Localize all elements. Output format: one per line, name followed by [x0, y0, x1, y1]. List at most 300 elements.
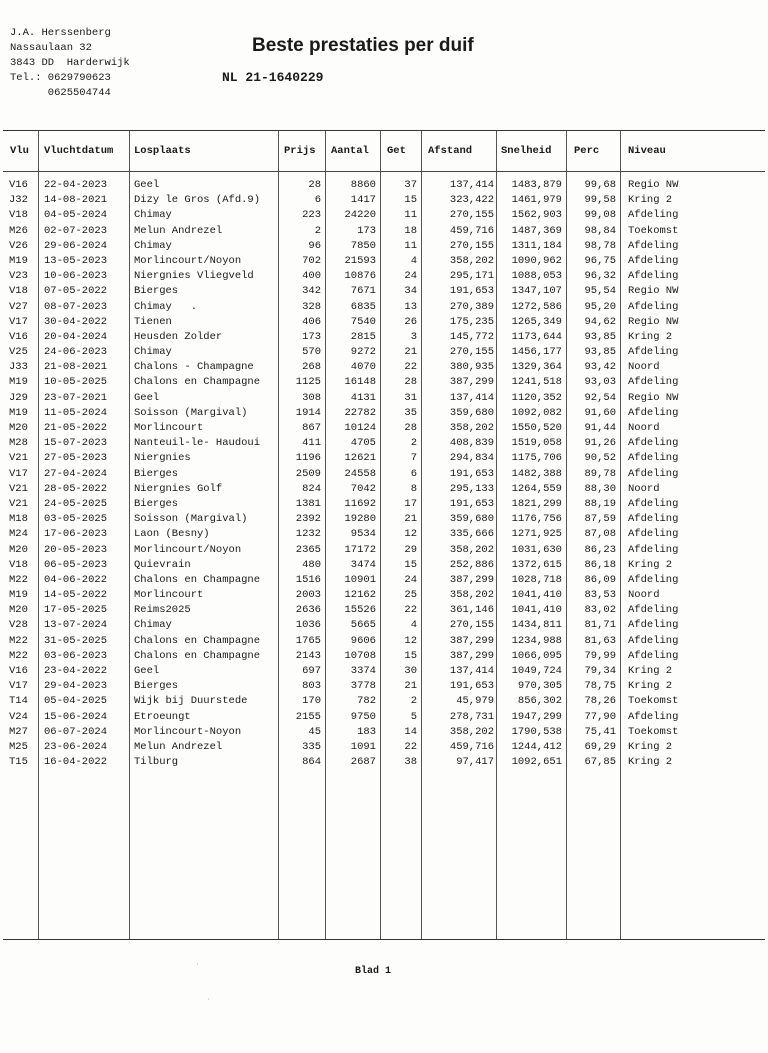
- cell-niveau: Afdeling: [628, 543, 679, 556]
- cell-get: 15: [404, 649, 417, 662]
- table-row: [3, 406, 765, 421]
- cell-aantal: 21593: [344, 254, 376, 267]
- cell-get: 28: [404, 422, 417, 434]
- cell-prijs: 6: [314, 194, 321, 207]
- cell-vlu: V21: [9, 482, 28, 495]
- cell-niveau: Kring 2: [628, 680, 673, 693]
- cell-niveau: Afdeling: [628, 710, 679, 723]
- cell-niveau: Regio NW: [628, 391, 679, 404]
- cell-prijs: 480: [302, 558, 321, 571]
- cell-losplaats: Heusden Zolder: [134, 330, 223, 343]
- cell-losplaats: Chalons - Champagne: [134, 361, 254, 374]
- cell-niveau: Afdeling: [628, 528, 679, 541]
- cell-prijs: 864: [302, 756, 321, 769]
- cell-snelheid: 1031,630: [511, 543, 562, 556]
- cell-vlu: M19: [9, 589, 28, 602]
- cell-vlu: V25: [9, 346, 28, 359]
- column-header-vluchtdatum: Vluchtdatum: [44, 145, 114, 157]
- cell-prijs: 803: [302, 680, 321, 693]
- cell-get: 6: [410, 467, 417, 480]
- cell-get: 22: [404, 740, 417, 753]
- cell-prijs: 2636: [295, 604, 321, 617]
- cell-snelheid: 1234,988: [511, 634, 562, 647]
- cell-prijs: 411: [302, 437, 321, 450]
- cell-vluchtdatum: 23-06-2024: [44, 740, 108, 753]
- cell-vlu: V21: [9, 497, 28, 510]
- cell-vluchtdatum: 17-06-2023: [44, 528, 108, 541]
- cell-prijs: 170: [302, 695, 321, 708]
- cell-get: 2: [410, 695, 417, 708]
- cell-afstand: 358,202: [449, 725, 494, 738]
- cell-snelheid: 1028,718: [511, 573, 562, 586]
- cell-afstand: 270,155: [449, 346, 494, 359]
- cell-losplaats: Wijk bij Duurstede: [134, 695, 248, 708]
- cell-afstand: 191,653: [449, 285, 494, 298]
- cell-snelheid: 1173,644: [511, 330, 562, 343]
- table-row: [3, 315, 765, 330]
- cell-perc: 67,85: [584, 756, 616, 769]
- cell-prijs: 406: [302, 315, 321, 328]
- cell-get: 11: [404, 239, 417, 252]
- cell-get: 13: [404, 300, 417, 313]
- cell-snelheid: 1049,724: [511, 665, 562, 677]
- cell-vluchtdatum: 29-06-2024: [44, 239, 108, 252]
- ring-number: NL 21-1640229: [222, 70, 324, 85]
- cell-vluchtdatum: 13-07-2024: [44, 619, 108, 632]
- cell-perc: 88,30: [584, 482, 616, 495]
- cell-losplaats: Tienen: [134, 315, 172, 328]
- cell-niveau: Kring 2: [628, 558, 673, 571]
- cell-vluchtdatum: 02-07-2023: [44, 224, 108, 237]
- cell-prijs: 702: [302, 254, 321, 267]
- cell-aantal: 10708: [344, 649, 376, 662]
- cell-get: 12: [404, 634, 417, 647]
- cell-afstand: 97,417: [456, 756, 494, 769]
- cell-niveau: Afdeling: [628, 346, 679, 359]
- cell-afstand: 408,839: [449, 437, 494, 450]
- cell-perc: 86,09: [584, 573, 616, 586]
- cell-prijs: 1765: [295, 634, 321, 647]
- cell-afstand: 323,422: [449, 194, 494, 207]
- cell-niveau: Afdeling: [628, 437, 679, 450]
- cell-perc: 96,75: [584, 254, 616, 267]
- cell-prijs: 697: [302, 665, 321, 677]
- cell-losplaats: Bierges: [134, 285, 179, 298]
- cell-vlu: M27: [9, 725, 28, 738]
- cell-niveau: Noord: [628, 422, 660, 434]
- cell-vluchtdatum: 15-07-2023: [44, 437, 108, 450]
- scan-speck: ·: [196, 960, 199, 969]
- cell-niveau: Toekomst: [628, 224, 679, 237]
- cell-losplaats: Bierges: [134, 467, 179, 480]
- cell-aantal: 183: [357, 725, 376, 738]
- cell-vlu: V18: [9, 558, 28, 571]
- cell-snelheid: 1550,520: [511, 422, 562, 434]
- cell-aantal: 12162: [344, 589, 376, 602]
- table-row: [3, 755, 765, 770]
- cell-get: 29: [404, 543, 417, 556]
- cell-vlu: V17: [9, 680, 28, 693]
- table-body: [3, 178, 765, 770]
- cell-vluchtdatum: 10-06-2023: [44, 270, 108, 283]
- cell-get: 17: [404, 497, 417, 510]
- table-row: [3, 603, 765, 618]
- cell-get: 38: [404, 756, 417, 769]
- cell-aantal: 24220: [344, 209, 376, 222]
- cell-niveau: Kring 2: [628, 740, 673, 753]
- cell-vlu: T15: [9, 756, 28, 769]
- cell-losplaats: Morlincourt/Noyon: [134, 254, 242, 267]
- cell-afstand: 387,299: [449, 376, 494, 389]
- table-row: [3, 239, 765, 254]
- cell-vluchtdatum: 14-05-2022: [44, 589, 108, 602]
- cell-niveau: Afdeling: [628, 573, 679, 586]
- cell-get: 22: [404, 361, 417, 374]
- cell-snelheid: 1347,107: [511, 285, 562, 298]
- cell-prijs: 2143: [295, 649, 321, 662]
- table-row: [3, 467, 765, 482]
- cell-snelheid: 1487,369: [511, 224, 562, 237]
- cell-vluchtdatum: 17-05-2025: [44, 604, 108, 617]
- cell-losplaats: Chimay: [134, 239, 172, 252]
- table-row: [3, 360, 765, 375]
- cell-afstand: 295,133: [449, 482, 494, 495]
- cell-afstand: 459,716: [449, 740, 494, 753]
- cell-get: 12: [404, 528, 417, 541]
- cell-perc: 79,99: [584, 649, 616, 662]
- cell-vluchtdatum: 16-04-2022: [44, 756, 108, 769]
- cell-get: 5: [410, 710, 417, 723]
- cell-niveau: Afdeling: [628, 209, 679, 222]
- cell-vlu: V23: [9, 270, 28, 283]
- column-header-get: Get: [387, 145, 406, 157]
- cell-vlu: V16: [9, 665, 28, 677]
- cell-perc: 81,63: [584, 634, 616, 647]
- cell-get: 24: [404, 573, 417, 586]
- cell-snelheid: 1482,388: [511, 467, 562, 480]
- table-row: [3, 634, 765, 649]
- cell-aantal: 1091: [350, 740, 376, 753]
- cell-prijs: 2155: [295, 710, 321, 723]
- column-header-prijs: Prijs: [284, 145, 316, 157]
- cell-snelheid: 1265,349: [511, 315, 562, 328]
- cell-aantal: 782: [357, 695, 376, 708]
- cell-perc: 99,58: [584, 194, 616, 207]
- cell-losplaats: Chimay: [134, 209, 172, 222]
- table-row: [3, 330, 765, 345]
- table-row: [3, 543, 765, 558]
- cell-aantal: 1417: [350, 194, 376, 207]
- cell-afstand: 191,653: [449, 467, 494, 480]
- cell-snelheid: 1041,410: [511, 589, 562, 602]
- cell-losplaats: Morlincourt: [134, 422, 204, 434]
- cell-afstand: 137,414: [449, 391, 494, 404]
- table-row: [3, 558, 765, 573]
- cell-vlu: M28: [9, 437, 28, 450]
- cell-afstand: 387,299: [449, 649, 494, 662]
- cell-aantal: 11692: [344, 497, 376, 510]
- cell-perc: 75,41: [584, 725, 616, 738]
- cell-perc: 81,71: [584, 619, 616, 632]
- table-row: [3, 679, 765, 694]
- cell-snelheid: 1244,412: [511, 740, 562, 753]
- cell-losplaats: Melun Andrezel: [134, 740, 223, 753]
- column-header-snelheid: Snelheid: [501, 145, 552, 157]
- cell-perc: 93,42: [584, 361, 616, 374]
- cell-prijs: 1381: [295, 497, 321, 510]
- cell-losplaats: Geel: [134, 391, 160, 404]
- cell-aantal: 3474: [350, 558, 376, 571]
- cell-niveau: Afdeling: [628, 513, 679, 526]
- cell-get: 21: [404, 680, 417, 693]
- cell-prijs: 1516: [295, 573, 321, 586]
- cell-vlu: V16: [9, 330, 28, 343]
- cell-vluchtdatum: 10-05-2025: [44, 376, 108, 389]
- cell-losplaats: Chalons en Champagne: [134, 573, 261, 586]
- table-row: [3, 345, 765, 360]
- cell-losplaats: Chimay: [134, 346, 172, 359]
- cell-perc: 91,60: [584, 406, 616, 419]
- cell-losplaats: Morlincourt/Noyon: [134, 543, 242, 556]
- cell-losplaats: Niergnies: [134, 452, 191, 465]
- cell-prijs: 1036: [295, 619, 321, 632]
- cell-perc: 78,26: [584, 695, 616, 708]
- cell-vlu: V18: [9, 285, 28, 298]
- cell-vlu: M18: [9, 513, 28, 526]
- cell-vluchtdatum: 24-06-2023: [44, 346, 108, 359]
- cell-get: 4: [410, 254, 417, 267]
- cell-losplaats: Bierges: [134, 680, 179, 693]
- address-line: Nassaulaan 32: [10, 42, 92, 54]
- cell-vluchtdatum: 11-05-2024: [44, 406, 108, 419]
- cell-snelheid: 1790,538: [511, 725, 562, 738]
- cell-losplaats: Dizy le Gros (Afd.9): [134, 194, 261, 207]
- cell-niveau: Regio NW: [628, 285, 679, 298]
- table-row: [3, 178, 765, 193]
- cell-aantal: 16148: [344, 376, 376, 389]
- cell-perc: 83,53: [584, 589, 616, 602]
- cell-aantal: 24558: [344, 467, 376, 480]
- cell-aantal: 9534: [350, 528, 376, 541]
- table-row: [3, 284, 765, 299]
- cell-get: 35: [404, 406, 417, 419]
- cell-get: 18: [404, 224, 417, 237]
- cell-perc: 78,75: [584, 680, 616, 693]
- table-row: [3, 497, 765, 512]
- cell-get: 31: [404, 391, 417, 404]
- cell-vlu: V17: [9, 467, 28, 480]
- cell-losplaats: Chalons en Champagne: [134, 634, 261, 647]
- cell-perc: 86,23: [584, 543, 616, 556]
- cell-prijs: 2: [314, 224, 321, 237]
- cell-afstand: 359,680: [449, 513, 494, 526]
- cell-losplaats: Chimay .: [134, 300, 198, 313]
- cell-losplaats: Nanteuil-le- Haudoui: [134, 437, 261, 450]
- cell-niveau: Noord: [628, 589, 660, 602]
- cell-snelheid: 1519,058: [511, 437, 562, 450]
- cell-get: 24: [404, 270, 417, 283]
- cell-vluchtdatum: 15-06-2024: [44, 710, 108, 723]
- cell-snelheid: 1947,299: [511, 710, 562, 723]
- cell-prijs: 335: [302, 740, 321, 753]
- cell-perc: 87,08: [584, 528, 616, 541]
- cell-niveau: Afdeling: [628, 376, 679, 389]
- cell-losplaats: Chalons en Champagne: [134, 649, 261, 662]
- cell-perc: 95,20: [584, 300, 616, 313]
- cell-vluchtdatum: 06-05-2023: [44, 558, 108, 571]
- cell-vlu: V27: [9, 300, 28, 313]
- cell-niveau: Kring 2: [628, 756, 673, 769]
- cell-vluchtdatum: 06-07-2024: [44, 725, 108, 738]
- cell-afstand: 358,202: [449, 543, 494, 556]
- cell-afstand: 295,171: [449, 270, 494, 283]
- address-line: 0625504744: [10, 87, 111, 99]
- cell-niveau: Kring 2: [628, 330, 673, 343]
- cell-prijs: 2509: [295, 467, 321, 480]
- page-number: Blad 1: [355, 966, 392, 977]
- cell-snelheid: 1041,410: [511, 604, 562, 617]
- table-row: [3, 224, 765, 239]
- cell-losplaats: Geel: [134, 179, 160, 191]
- column-header-losplaats: Losplaats: [134, 145, 191, 157]
- cell-prijs: 1196: [295, 452, 321, 465]
- cell-vluchtdatum: 13-05-2023: [44, 254, 108, 267]
- cell-afstand: 175,235: [449, 315, 494, 328]
- cell-vluchtdatum: 03-06-2023: [44, 649, 108, 662]
- cell-vluchtdatum: 29-04-2023: [44, 680, 108, 693]
- cell-vlu: M20: [9, 604, 28, 617]
- cell-snelheid: 856,302: [517, 695, 562, 708]
- cell-afstand: 358,202: [449, 254, 494, 267]
- cell-vlu: V26: [9, 239, 28, 252]
- cell-vlu: M19: [9, 376, 28, 389]
- cell-prijs: 268: [302, 361, 321, 374]
- table-row: [3, 710, 765, 725]
- cell-snelheid: 1092,082: [511, 406, 562, 419]
- cell-prijs: 45: [308, 725, 321, 738]
- cell-snelheid: 1456,177: [511, 346, 562, 359]
- cell-perc: 90,52: [584, 452, 616, 465]
- cell-aantal: 4070: [350, 361, 376, 374]
- table-row: [3, 588, 765, 603]
- cell-snelheid: 1066,095: [511, 649, 562, 662]
- cell-aantal: 10876: [344, 270, 376, 283]
- cell-aantal: 10124: [344, 422, 376, 434]
- cell-snelheid: 1241,518: [511, 376, 562, 389]
- cell-perc: 94,62: [584, 315, 616, 328]
- cell-snelheid: 1088,053: [511, 270, 562, 283]
- cell-vluchtdatum: 05-04-2025: [44, 695, 108, 708]
- cell-snelheid: 1175,706: [511, 452, 562, 465]
- cell-afstand: 294,834: [449, 452, 494, 465]
- cell-vlu: M20: [9, 422, 28, 434]
- table-row: [3, 664, 765, 679]
- cell-get: 37: [404, 179, 417, 191]
- table-row: [3, 512, 765, 527]
- cell-afstand: 270,155: [449, 209, 494, 222]
- cell-get: 26: [404, 315, 417, 328]
- cell-losplaats: Soisson (Margival): [134, 513, 248, 526]
- cell-losplaats: Laon (Besny): [134, 528, 210, 541]
- cell-afstand: 252,886: [449, 558, 494, 571]
- cell-niveau: Kring 2: [628, 194, 673, 207]
- cell-vluchtdatum: 08-07-2023: [44, 300, 108, 313]
- cell-snelheid: 1090,962: [511, 254, 562, 267]
- table-row: [3, 391, 765, 406]
- cell-vlu: J32: [9, 194, 28, 207]
- cell-get: 22: [404, 604, 417, 617]
- cell-losplaats: Quievrain: [134, 558, 191, 571]
- cell-perc: 77,90: [584, 710, 616, 723]
- cell-get: 28: [404, 376, 417, 389]
- cell-niveau: Afdeling: [628, 452, 679, 465]
- cell-prijs: 570: [302, 346, 321, 359]
- cell-losplaats: Soisson (Margival): [134, 406, 248, 419]
- cell-afstand: 145,772: [449, 330, 494, 343]
- cell-prijs: 400: [302, 270, 321, 283]
- cell-prijs: 308: [302, 391, 321, 404]
- cell-get: 14: [404, 725, 417, 738]
- cell-niveau: Afdeling: [628, 649, 679, 662]
- cell-vlu: V17: [9, 315, 28, 328]
- cell-snelheid: 1434,811: [511, 619, 562, 632]
- table-row: [3, 740, 765, 755]
- cell-get: 34: [404, 285, 417, 298]
- cell-niveau: Afdeling: [628, 239, 679, 252]
- cell-losplaats: Morlincourt-Noyon: [134, 725, 242, 738]
- cell-perc: 95,54: [584, 285, 616, 298]
- cell-afstand: 361,146: [449, 604, 494, 617]
- cell-vlu: V24: [9, 710, 28, 723]
- cell-afstand: 387,299: [449, 573, 494, 586]
- cell-vlu: M19: [9, 254, 28, 267]
- cell-perc: 88,19: [584, 497, 616, 510]
- cell-niveau: Afdeling: [628, 300, 679, 313]
- cell-aantal: 15526: [344, 604, 376, 617]
- cell-niveau: Regio NW: [628, 315, 679, 328]
- cell-vluchtdatum: 27-04-2024: [44, 467, 108, 480]
- cell-vluchtdatum: 22-04-2023: [44, 179, 108, 191]
- cell-get: 30: [404, 665, 417, 677]
- table-row: [3, 421, 765, 436]
- cell-aantal: 3778: [350, 680, 376, 693]
- cell-vluchtdatum: 23-04-2022: [44, 665, 108, 677]
- cell-perc: 87,59: [584, 513, 616, 526]
- cell-niveau: Afdeling: [628, 634, 679, 647]
- cell-aantal: 7042: [350, 482, 376, 495]
- cell-snelheid: 1329,364: [511, 361, 562, 374]
- cell-perc: 86,18: [584, 558, 616, 571]
- table-row: [3, 573, 765, 588]
- table-row: [3, 436, 765, 451]
- cell-vlu: V16: [9, 179, 28, 191]
- cell-vlu: T14: [9, 695, 28, 708]
- cell-snelheid: 1272,586: [511, 300, 562, 313]
- table-row: [3, 482, 765, 497]
- cell-aantal: 3374: [350, 665, 376, 677]
- cell-niveau: Afdeling: [628, 254, 679, 267]
- cell-prijs: 2003: [295, 589, 321, 602]
- cell-snelheid: 1483,879: [511, 179, 562, 191]
- cell-losplaats: Geel: [134, 665, 160, 677]
- cell-afstand: 270,155: [449, 239, 494, 252]
- cell-aantal: 7540: [350, 315, 376, 328]
- table-row: [3, 725, 765, 740]
- cell-aantal: 173: [357, 224, 376, 237]
- cell-get: 25: [404, 589, 417, 602]
- cell-vlu: V21: [9, 452, 28, 465]
- cell-afstand: 137,414: [449, 179, 494, 191]
